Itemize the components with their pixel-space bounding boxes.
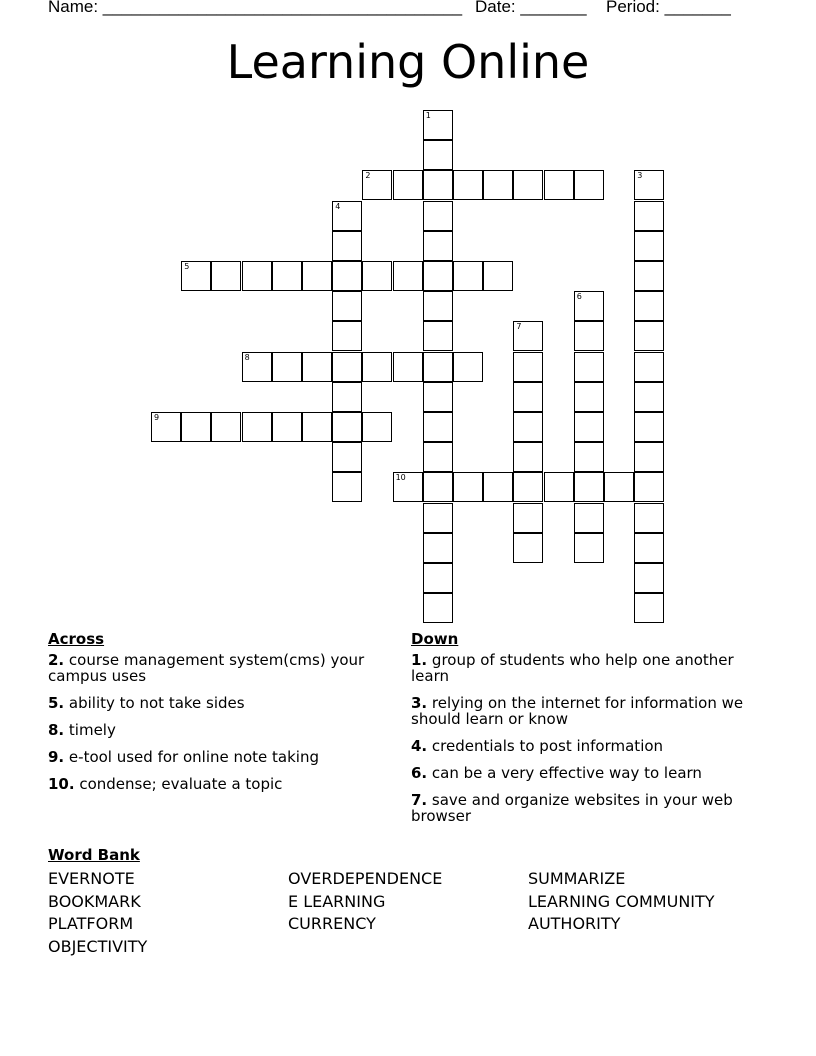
clue-across-5: 5. ability to not take sides [48, 694, 245, 712]
clue-down-7: 7. save and organize websites in your web browser [411, 791, 733, 825]
crossword-cell[interactable] [574, 503, 604, 533]
word-bank-heading: Word Bank [48, 846, 140, 864]
crossword-cell[interactable] [272, 352, 302, 382]
word-bank-item: CURRENCY [288, 914, 376, 933]
crossword-cell[interactable] [423, 261, 453, 291]
crossword-cell[interactable] [634, 321, 664, 351]
clue-number: 10 [395, 473, 406, 483]
clue-number: 7 [516, 322, 522, 332]
word-bank-item: PLATFORM [48, 914, 134, 933]
crossword-cell[interactable] [332, 382, 362, 412]
clue-across-2: 2. course management system(cms) your campus uses [48, 651, 365, 685]
clue-down-1: 1. group of students who help one another learn [411, 651, 734, 685]
crossword-cell[interactable] [513, 472, 543, 502]
crossword-cell[interactable] [634, 563, 664, 593]
crossword-cell[interactable] [513, 442, 543, 472]
crossword-cell[interactable] [634, 593, 664, 623]
clue-number: 9 [154, 413, 160, 422]
crossword-cell[interactable] [423, 503, 453, 533]
word-bank-item: OVERDEPENDENCE [288, 869, 443, 888]
clue-number: 1 [425, 111, 431, 120]
across-clues [48, 630, 393, 803]
crossword-cell[interactable] [634, 382, 664, 412]
crossword-cell[interactable] [423, 563, 453, 593]
name-field: Name: ______________________________________ [48, 0, 463, 16]
crossword-cell[interactable] [574, 442, 604, 472]
crossword-cell[interactable] [574, 472, 604, 502]
page-title: Learning Online [226, 35, 590, 89]
crossword-cell[interactable] [634, 412, 664, 442]
crossword-cell[interactable] [634, 533, 664, 563]
word-bank-item: BOOKMARK [48, 891, 141, 911]
crossword-cell[interactable] [332, 321, 362, 351]
crossword-cell[interactable] [332, 472, 362, 502]
crossword-cell[interactable] [242, 352, 272, 382]
crossword-cell[interactable] [393, 352, 423, 382]
crossword-cell[interactable] [362, 170, 392, 200]
crossword-cell[interactable] [634, 291, 664, 321]
crossword-cell[interactable] [242, 412, 272, 442]
crossword-cell[interactable] [453, 352, 483, 382]
clue-down-3: 3. relying on the internet for information we should learn or know [411, 694, 744, 728]
crossword-cell[interactable] [574, 382, 604, 412]
crossword-cell[interactable] [634, 201, 664, 231]
crossword-cell[interactable] [634, 352, 664, 382]
clue-number: 5 [184, 262, 190, 271]
crossword-cell[interactable] [513, 382, 543, 412]
crossword-cell[interactable] [513, 352, 543, 382]
clue-number: 8 [244, 352, 250, 362]
crossword-cell[interactable] [483, 472, 513, 502]
crossword-cell[interactable] [513, 170, 543, 200]
crossword-cell[interactable] [513, 321, 543, 351]
crossword-cell[interactable] [634, 472, 664, 502]
crossword-cell[interactable] [423, 110, 453, 140]
clue-number: 2 [365, 171, 371, 181]
crossword-cell[interactable] [423, 412, 453, 442]
crossword-cell[interactable] [634, 231, 664, 261]
crossword-cell[interactable] [513, 533, 543, 563]
crossword-cell[interactable] [483, 261, 513, 291]
crossword-cell[interactable] [423, 140, 453, 170]
crossword-cell[interactable] [574, 352, 604, 382]
clue-down-6: 6. can be a very effective way to learn [411, 764, 702, 782]
crossword-cell[interactable] [423, 291, 453, 321]
crossword-cell[interactable] [483, 170, 513, 200]
crossword-cell[interactable] [634, 261, 664, 291]
crossword-cell[interactable] [544, 472, 574, 502]
down-clues [411, 630, 756, 835]
clue-across-8: 8. timely [48, 721, 116, 739]
crossword-cell[interactable] [181, 261, 211, 291]
crossword-cell[interactable] [513, 412, 543, 442]
word-bank-item: E LEARNING [288, 891, 386, 911]
crossword-cell[interactable] [574, 321, 604, 351]
crossword-cell[interactable] [332, 291, 362, 321]
crossword-cell[interactable] [332, 261, 362, 291]
crossword-cell[interactable] [332, 442, 362, 472]
crossword-cell[interactable] [211, 261, 241, 291]
crossword-cell[interactable] [574, 291, 604, 321]
down-heading: Down [411, 630, 459, 648]
crossword-cell[interactable] [634, 503, 664, 533]
crossword-cell[interactable] [574, 170, 604, 200]
word-bank-item: EVERNOTE [48, 869, 135, 888]
clue-number: 6 [576, 292, 582, 302]
crossword-cell[interactable] [453, 261, 483, 291]
across-heading: Across [48, 630, 105, 648]
crossword-cell[interactable] [393, 261, 423, 291]
clue-down-4: 4. credentials to post information [411, 737, 664, 755]
crossword-cell[interactable] [181, 412, 211, 442]
word-bank-item: OBJECTIVITY [48, 936, 148, 956]
crossword-cell[interactable] [332, 231, 362, 261]
crossword-cell[interactable] [302, 412, 332, 442]
crossword-cell[interactable] [242, 261, 272, 291]
crossword-cell[interactable] [362, 352, 392, 382]
crossword-cell[interactable] [423, 593, 453, 623]
crossword-cell[interactable] [362, 412, 392, 442]
crossword-cell[interactable] [423, 352, 453, 382]
crossword-cell[interactable] [423, 321, 453, 351]
crossword-cell[interactable] [574, 533, 604, 563]
crossword-cell[interactable] [272, 261, 302, 291]
crossword-cell[interactable] [513, 503, 543, 533]
crossword-cell[interactable] [393, 170, 423, 200]
crossword-cell[interactable] [362, 261, 392, 291]
clue-number: 3 [637, 171, 643, 181]
crossword-cell[interactable] [604, 472, 634, 502]
clue-number: 4 [335, 201, 341, 211]
word-bank [48, 846, 788, 958]
word-bank-item: SUMMARIZE [528, 869, 626, 888]
crossword-cell[interactable] [332, 412, 362, 442]
crossword-cell[interactable] [272, 412, 302, 442]
crossword-cell[interactable] [332, 352, 362, 382]
crossword-cell[interactable] [211, 412, 241, 442]
clue-across-10: 10. condense; evaluate a topic [48, 775, 283, 793]
crossword-cell[interactable] [332, 201, 362, 231]
crossword-cell[interactable] [302, 352, 332, 382]
crossword-cell[interactable] [574, 412, 604, 442]
crossword-cell[interactable] [423, 382, 453, 412]
crossword-cell[interactable] [453, 472, 483, 502]
word-bank-item: LEARNING COMMUNITY [528, 891, 715, 911]
crossword-cell[interactable] [423, 231, 453, 261]
crossword-cell[interactable] [423, 170, 453, 200]
crossword-cell[interactable] [151, 412, 181, 442]
crossword-cell[interactable] [302, 261, 332, 291]
period-field: Period: _______ [606, 0, 731, 16]
crossword-cell[interactable] [393, 472, 423, 502]
crossword-cell[interactable] [423, 442, 453, 472]
crossword-cell[interactable] [544, 170, 574, 200]
clue-across-9: 9. e-tool used for online note taking [48, 748, 320, 766]
crossword-cell[interactable] [453, 170, 483, 200]
crossword-cell[interactable] [634, 170, 664, 200]
crossword-cell[interactable] [423, 533, 453, 563]
word-bank-item: AUTHORITY [528, 914, 621, 933]
date-field: Date: _______ [475, 0, 587, 16]
crossword-cell[interactable] [634, 442, 664, 472]
crossword-cell[interactable] [423, 472, 453, 502]
crossword-cell[interactable] [423, 201, 453, 231]
